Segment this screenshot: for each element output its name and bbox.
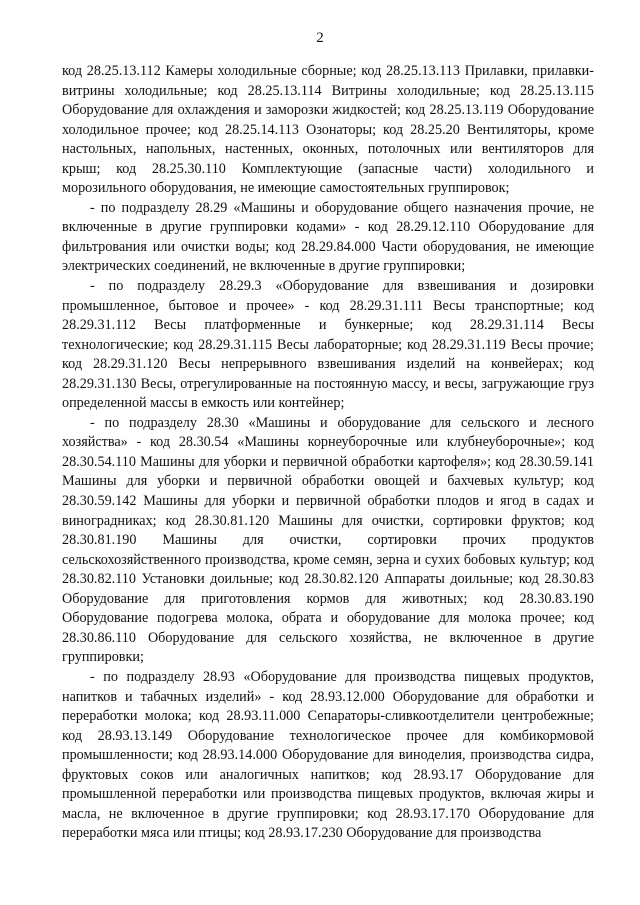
- page-number: 2: [316, 30, 324, 46]
- paragraph-refrigeration-codes: код 28.25.13.112 Камеры холодильные сборные; код 28.25.13.113 Прилавки, прилавки-витрины холодильные; код 28.25.13.114 Витрины холодильные; код 28.25.13.115 Оборудование для охлаждения и заморозки жидкостей; код 28.25.13.119 Оборудование холодильное прочее; код 28.25.14.113 Озонаторы; код 28.25.20 Вентиляторы, кроме настольных, напольных, настенных, оконных, потолочных или вентиляторов для крыш; код 28.25.30.110 Комплектующие (запасные части) холодильного и морозильного оборудования, не имеющие самостоятельных группировок;: [62, 63, 594, 197]
- paragraph-subsection-28-29-3: - по подразделу 28.29.3 «Оборудование для взвешивания и дозировки промышленное, бытовое и прочее» - код 28.29.31.111 Весы транспортные; код 28.29.31.112 Весы платформенные и бункерные; код 28.29.31.114 Весы технологические; код 28.29.31.115 Весы лабораторные; код 28.29.31.119 Весы прочие; код 28.29.31.120 Весы непрерывного взвешивания изделий на конвейерах; код 28.29.31.130 Весы, отрегулированные на постоянную массу, и весы, загружающие груз определенной массы в емкость или контейнер;: [62, 278, 594, 412]
- document-body: [62, 62, 594, 844]
- paragraph-subsection-28-29: - по подразделу 28.29 «Машины и оборудование общего назначения прочие, не включенные в другие группировки кодами» - код 28.29.12.110 Оборудование для фильтрования или очистки воды; код 28.29.84.000 Части оборудования, не имеющие электрических соединений, не включенные в другие группировки;: [62, 199, 594, 275]
- paragraph-subsection-28-93: - по подразделу 28.93 «Оборудование для производства пищевых продуктов, напитков и табачных изделий» - код 28.93.12.000 Оборудование для обработки и переработки молока; код 28.93.11.000 Сепараторы-сливкоотделители центробежные; код 28.93.13.149 Оборудование технологическое прочее для комбикормовой промышленности; код 28.93.14.000 Оборудование для виноделия, производства сидра, фруктовых соков или аналогичных напитков; код 28.93.17 Оборудование для промышленной переработки или производства пищевых продуктов, включая жиры и масла, не включенное в другие группировки; код 28.93.17.170 Оборудование для переработки мяса или птицы; код 28.93.17.230 Оборудование для производства: [62, 668, 594, 842]
- paragraph-subsection-28-30: - по подразделу 28.30 «Машины и оборудование для сельского и лесного хозяйства» - код 28.30.54 «Машины корнеуборочные или клубнеуборочные»; код 28.30.54.110 Машины для уборки и первичной обработки картофеля»; код 28.30.59.141 Машины для уборки и первичной обработки овощей и бахчевых культур; код 28.30.59.142 Машины для уборки и первичной обработки плодов и ягод в садах и виноградниках; код 28.30.81.120 Машины для очистки, сортировки фруктов; код 28.30.81.190 Машины для очистки, сортировки прочих продуктов сельскохозяйственного производства, кроме семян, зерна и сухих бобовых культур; код 28.30.82.110 Установки доильные; код 28.30.82.120 Аппараты доильные; код 28.30.83 Оборудование для приготовления кормов для животных; код 28.30.83.190 Оборудование подогрева молока, обрата и оборудование для молока прочее; код 28.30.86.110 Оборудование для сельского хозяйства, не включенное в другие группировки;: [62, 414, 594, 666]
